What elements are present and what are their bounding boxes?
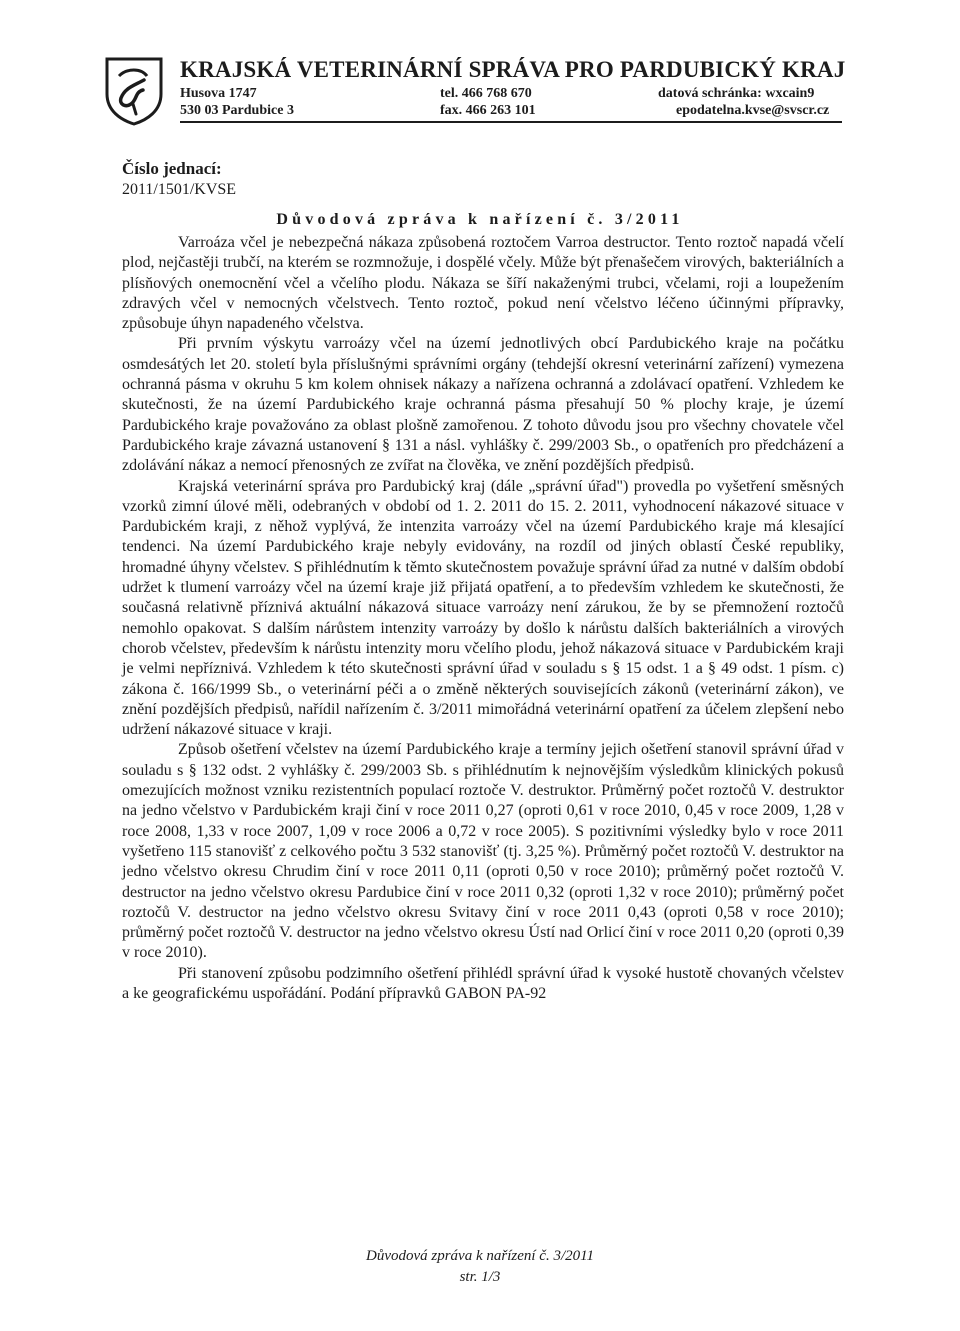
email-address: epodatelna.kvse@svscr.cz <box>676 103 830 118</box>
kvs-logo <box>103 56 165 126</box>
street-address: Husova 1747 <box>180 86 257 101</box>
footer-title: Důvodová zpráva k nařízení č. 3/2011 <box>365 1248 595 1264</box>
paragraph: Krajská veterinární správa pro Pardubický kraj (dále „správní úřad") provedla po vyšetření směsných vzorků zimní úlové měli, odebraných v období od 1. 2. 2011 do 15. 2. 2011, vyhodnocení nákazové situace v Pardubickém kraji, z něhož vyplývá, že intenzita varroázy včel na území Pardubického kraje má klesající tendenci. Na území Pardubického kraje nebyly evidovány, na rozdíl od jiných oblastí České republiky, hromadné úhyny včelstev. S přihlédnutím k těmto skutečnostem považuje správní úřad za nutné v dalším období udržet k tlumení varroázy včel na území kraje již přijatá opatření, a to především vzhledem ke skutečnosti, že současná relativně příznivá aktuální nákazová situace varroázy není zárukou, že by se přemnožení roztočů nemohlo opakovat. S dalším nárůstem intenzity varroázy by došlo k nárůstu dalších bakteriálních a virových chorob včelstev, především k nárůstu intenzity moru včelího plodu, jehož nákazová situace v Pardubickém kraji je velmi nepříznivá. Vzhledem k této skutečnosti správní úřad v souladu s § 15 odst. 1 a § 49 odst. 1 písm. c) zákona č. 166/1999 Sb., o veterinární péči a o změně některých souvisejících zákonů (veterinární zákon), ve znění pozdějších předpisů, nařídil nařízením č. 3/2011 mimořádná veterinární opatření za účelem zlepšení nebo udržení nákazové situace v kraji. <box>122 477 844 739</box>
paragraph: Při stanovení způsobu podzimního ošetření přihlédl správní úřad k vysoké hustotě chovaných včelstev a ke geografickému uspořádání. Podání přípravků GABON PA-92 <box>122 964 844 1002</box>
page-number: str. 1/3 <box>459 1269 501 1285</box>
paragraph: Způsob ošetření včelstev na území Pardubického kraje a termíny jejich ošetření stanovil správní úřad v souladu s § 132 odst. 2 vyhlášky č. 299/2003 Sb. s přihlédnutím k nejnovějším výsledkům klinických pokusů omezujících možnost vzniku rezistentních populací roztoče V. destruktor. Průměrný počet roztočů V. destruktor na jedno včelstvo v Pardubickém kraji činí v roce 2011 0,27 (oproti 0,61 v roce 2010, 0,45 v roce 2009, 1,28 v roce 2008, 1,33 v roce 2007, 1,09 v roce 2006 a 0,72 v roce 2005). S pozitivními výsledky bylo v roce 2011 vyšetřeno 115 stanovišť z celkového počtu 3 532 stanovišť (tj. 3,25 %). Průměrný počet roztočů V. destruktor na jedno včelstvo okresu Chrudim činí v roce 2011 0,11 (oproti 0,50 v roce 2010); průměrný počet roztočů V. destructor na jedno včelstvo okresu Pardubice činí v roce 2011 0,32 (oproti 1,32 v roce 2010); průměrný počet roztočů V. destructor na jedno včelstvo okresu Svitavy činí v roce 2011 0,43 (oproti 0,58 v roce 2010); průměrný počet roztočů V. destructor na jedno včelstvo okresu Ústí nad Orlicí činí v roce 2011 0,20 (oproti 0,39 v roce 2010). <box>122 741 844 962</box>
page-footer <box>0 1246 960 1288</box>
reference-label: Číslo jednací: <box>122 159 222 178</box>
paragraph: Při prvním výskytu varroázy včel na území jednotlivých obcí Pardubického kraje na počátku osmdesátých let 20. století byla příslušnými správními orgány (tehdejší okresní veterinární zařízení) vymezena ochranná pásma v okruhu 5 km kolem ohnisek nákazy a nařízena ochranná a zdolávací opatření. Vzhledem ke skutečnosti, že na území Pardubického kraje ochranná pásma přesahují 50 % plochy kraje, je území Pardubického kraje považováno za oblast plošně zamořenou. Z tohoto důvodu jsou pro všechny chovatele včel Pardubického kraje závazná ustanovení § 131 a násl. vyhlášky č. 299/2003 Sb., o opatřeních pro předcházení a zdolávání nákaz a nemocí přenosných ze zvířat na člověka, ve znění pozdějších předpisů. <box>122 335 844 475</box>
data-box: datová schránka: wxcain9 <box>658 86 815 101</box>
city-address: 530 03 Pardubice 3 <box>180 103 294 118</box>
fax-number: fax. 466 263 101 <box>440 103 536 118</box>
organization-name: KRAJSKÁ VETERINÁRNÍ SPRÁVA PRO PARDUBICKÝ KRAJ <box>180 57 846 82</box>
header-divider <box>180 121 842 123</box>
document-body <box>122 233 844 1004</box>
reference-number: 2011/1501/KVSE <box>122 181 237 198</box>
phone-number: tel. 466 768 670 <box>440 86 532 101</box>
paragraph: Varroáza včel je nebezpečná nákaza způsobená roztočem Varroa destructor. Tento roztoč napadá včelí plod, nejčastěji trubčí, na kterém se rozmnožuje, i dospělé včely. Může být přenašečem virových, bakteriálních a plísňových onemocnění včel a včelího plodu. Nákaza se šíří nakaženými trubci, včelami, roji a loupežením zdravých včel v nemocných včelstvech. Tento roztoč, pokud není včelstvo léčeno účinnými přípravky, způsobuje úhyn napadeného včelstva. <box>122 234 844 333</box>
document-title: Důvodová zpráva k nařízení č. 3/2011 <box>276 211 684 228</box>
